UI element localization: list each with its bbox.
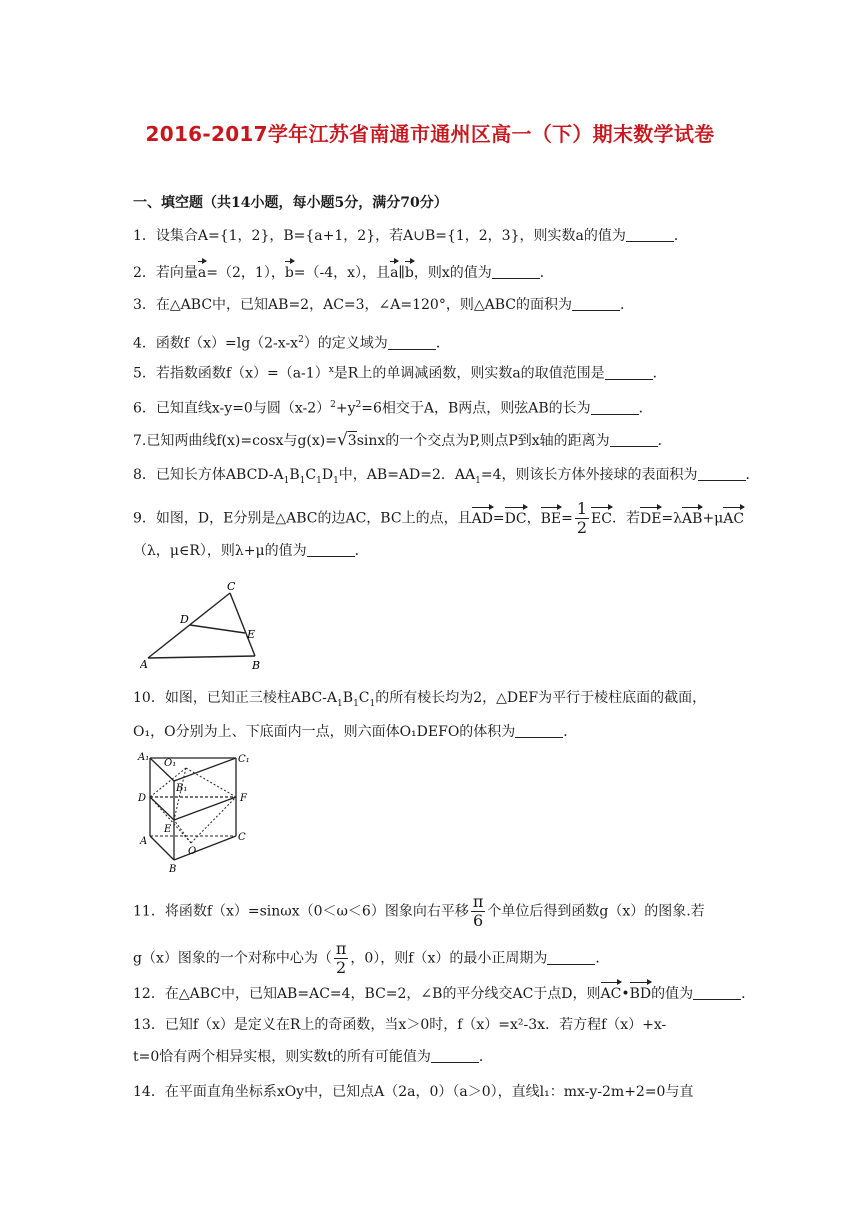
question-4: 4．函数$f(x)=\lg(2-x-x^2)$的定义域为 ． xyxy=(133,335,450,352)
label-D: D xyxy=(180,613,189,626)
vector-a: a xyxy=(198,259,206,283)
answer-blank xyxy=(591,400,639,415)
question-3: 3．在△ABC中，已知AB=2，AC=3，∠A=120°，则△ABC的面积为 ． xyxy=(133,297,634,313)
question-text: O₁，O分别为上、下底面内一点，则六面体O₁DEFO的体积为 xyxy=(133,724,516,740)
vector-EC: EC xyxy=(591,505,612,529)
answer-blank xyxy=(693,985,741,1000)
question-13 xyxy=(133,1015,733,1035)
question-text: +y xyxy=(335,400,356,417)
fraction xyxy=(334,940,349,977)
question-text: 12．在△ABC中，已知AB=AC=4，BC=2，∠B的平分线交AC于点D，则 xyxy=(133,986,601,1002)
question-text: g（x）图象的一个对称中心为（ xyxy=(133,950,332,967)
question-text: 5．若指数函数f（x）=（a-1） xyxy=(133,365,329,382)
question-text: B xyxy=(289,467,300,483)
question-text: 中，AB=AD=2．AA xyxy=(338,467,476,483)
question-text: =（-4，x），且 xyxy=(293,265,391,281)
question-5: 5．若指数函数$f(x)=(a-1)^x$是R上的单调减函数，则实数a的取值范围是 ． xyxy=(133,365,667,382)
numerator: π xyxy=(335,939,347,958)
question-text: ．若 xyxy=(611,510,640,527)
equals: = xyxy=(492,510,505,527)
question-2: 2．若向量a=（2，1），b=（-4，x），且a∥b，则x的值为 ． xyxy=(133,259,733,283)
question-text: C xyxy=(305,467,317,483)
label-A1: A₁ xyxy=(138,752,150,763)
question-text: 9．如图，D，E分别是△ABC的边AC，BC上的点，且 xyxy=(133,510,472,527)
question-11-line-2: g（x）图象的一个对称中心为（ $\frac{\pi}{2}$ ，0），则f（x）的最小正周期为 ． xyxy=(133,939,610,977)
answer-blank xyxy=(626,227,674,242)
superscript: 2 xyxy=(298,335,304,345)
question-9 xyxy=(133,499,745,537)
subscript: 1 xyxy=(369,698,376,709)
subscript: 1 xyxy=(333,475,339,486)
question-text: 8．已知长方体ABCD-A xyxy=(133,467,284,483)
label-E: E xyxy=(164,824,172,835)
label-C1: C₁ xyxy=(238,754,250,765)
question-text: 10．如图，已知正三棱柱ABC-A xyxy=(133,690,338,706)
superscript: x xyxy=(328,365,334,375)
question-text: 14．在平面直角坐标系xOy中，已知点A（2a，0）（a＞0），直线l₁：mx-y-2m+2=0与直 xyxy=(133,1084,694,1100)
question-text: ， xyxy=(526,510,541,527)
question-text: =λ xyxy=(661,510,683,527)
question-text: +μ xyxy=(702,510,724,527)
page-title: 2016-2017学年江苏省南通市通州区高一（下）期末数学试卷 xyxy=(145,122,715,146)
question-text: 11．将函数f（x）=sinωx（0＜ω＜6）图象向右平移 xyxy=(133,903,469,920)
question-text: 的值为 xyxy=(651,986,694,1002)
answer-blank xyxy=(307,542,355,557)
question-text: D xyxy=(321,467,334,483)
question-text: 3．在△ABC中，已知AB=2，AC=3，∠A=120°，则△ABC的面积为 xyxy=(133,297,572,313)
label-O: O xyxy=(188,846,197,857)
answer-blank xyxy=(605,365,653,380)
denominator: 6 xyxy=(473,911,484,930)
question-12: 12．在△ABC中，已知AB=AC=4，BC=2，∠B的平分线交AC于点D，则AC•BD的值为 ． xyxy=(133,980,733,1004)
answer-blank xyxy=(547,950,595,965)
superscript: 2 xyxy=(330,400,336,410)
numerator: 1 xyxy=(576,499,588,518)
subscript: 1 xyxy=(283,475,290,486)
question-11 xyxy=(133,893,733,930)
question-6: 6．已知直线x-y=0与圆$(x-2)^2+y^2=6$相交于A，B两点，则弦AB的长为 ． xyxy=(133,400,653,417)
vector-DC: DC xyxy=(505,505,527,529)
question-8: 8．已知长方体ABCD-$A_1B_1C_1D_1$中，AB=AD=2．$AA_1=4$，则该长方体外接球的表面积为 ． xyxy=(133,467,760,486)
vector-b: b xyxy=(285,259,294,283)
subscript: 1 xyxy=(353,698,359,709)
question-text: ）的定义域为 xyxy=(303,335,388,352)
question-7: 7.已知两曲线f(x)=cosx与g(x)=√3sinx的一个交点为P,则点P到x轴的距离为 ． xyxy=(133,430,672,450)
label-O1: O₁ xyxy=(164,758,177,769)
label-A: A xyxy=(140,836,148,847)
vector-AB: AB xyxy=(682,505,702,529)
question-text: 6．已知直线x-y=0与圆（x-2） xyxy=(133,400,331,417)
denominator: 2 xyxy=(576,518,588,537)
subscript: 1 xyxy=(299,475,306,486)
subscript: 1 xyxy=(475,475,481,486)
subscript: 1 xyxy=(337,698,343,709)
fraction xyxy=(575,500,589,537)
sqrt-symbol: √ xyxy=(336,430,348,450)
vector-DE: DE xyxy=(640,505,661,529)
parallel-symbol: ∥ xyxy=(398,265,405,281)
question-9-line-2: （λ，μ∈R），则λ+μ的值为 ． xyxy=(133,543,369,559)
label-B: B xyxy=(169,864,177,874)
vector-b: b xyxy=(405,259,414,283)
vector-a: a xyxy=(390,259,398,283)
question-10: 10．如图，已知正三棱柱ABC-$A_1B_1C_1$的所有棱长均为2，△DEF为平行于棱柱底面的截面， xyxy=(133,690,707,709)
label-C: C xyxy=(238,832,246,843)
label-D: D xyxy=(138,793,147,804)
label-B: B xyxy=(252,659,261,670)
question-text: 个单位后得到函数g（x）的图象.若 xyxy=(487,903,705,920)
label-B1: B₁ xyxy=(176,783,188,794)
question-text: =4，则该长方体外接球的表面积为 xyxy=(480,467,698,483)
prism-figure xyxy=(136,748,256,874)
label-A: A xyxy=(140,658,148,670)
question-text: =6相交于A，B两点，则弦AB的长为 xyxy=(361,400,591,417)
answer-blank xyxy=(431,1048,479,1063)
question-text: 2．若向量 xyxy=(133,265,198,281)
question-text: 4．函数f（x）=lg（2-x-x xyxy=(133,335,299,352)
label-E: E xyxy=(247,628,256,641)
question-text: 7.已知两曲线f(x)=cosx与g(x)= xyxy=(133,433,337,449)
fraction xyxy=(471,893,486,930)
equals: = xyxy=(561,510,573,527)
question-text: 1．设集合A={1，2}，B={a+1，2}，若A∪B={1，2，3}，则实数a的值为 xyxy=(133,228,626,244)
question-13-line-2: t=0恰有两个相异实根，则实数t的所有可能值为 ． xyxy=(133,1049,493,1065)
question-text: 的所有棱长均为2，△DEF为平行于棱柱底面的截面， xyxy=(375,690,707,706)
question-text: 是R上的单调减函数，则实数a的取值范围是 xyxy=(333,365,605,382)
question-text: =（2，1）， xyxy=(206,265,285,281)
answer-blank xyxy=(515,723,563,738)
label-C: C xyxy=(227,580,236,593)
superscript: 2 xyxy=(355,400,362,410)
answer-blank xyxy=(388,335,436,350)
vector-AC: AC xyxy=(723,505,744,529)
answer-blank xyxy=(698,466,746,481)
numerator: π xyxy=(472,892,484,911)
question-text: ，0），则f（x）的最小正周期为 xyxy=(350,950,548,967)
section-heading: 一、填空题（共14小题，每小题5分，满分70分） xyxy=(133,195,448,211)
dot-product: • xyxy=(621,986,630,1002)
label-F: F xyxy=(240,793,247,804)
denominator: 2 xyxy=(336,958,347,977)
triangle-figure xyxy=(140,578,300,670)
question-10-line-2: O₁，O分别为上、下底面内一点，则六面体O₁DEFO的体积为 ． xyxy=(133,724,578,740)
question-text: 13．已知f（x）是定义在R上的奇函数，当x＞0时，f（x）=x²-3x．若方程f（x）+x- xyxy=(133,1017,667,1033)
question-text: ，则x的值为 xyxy=(413,265,492,281)
vector-BE: BE xyxy=(541,505,562,529)
radicand: 3 xyxy=(347,433,357,449)
question-text: sinx的一个交点为P,则点P到x轴的距离为 xyxy=(356,433,610,449)
answer-blank xyxy=(492,264,540,279)
subscript: 1 xyxy=(316,475,322,486)
answer-blank xyxy=(610,432,658,447)
vector-AD: AD xyxy=(472,505,493,529)
question-text: t=0恰有两个相异实根，则实数t的所有可能值为 xyxy=(133,1049,431,1065)
answer-blank xyxy=(572,296,620,311)
question-text: （λ，μ∈R），则λ+μ的值为 xyxy=(133,543,307,559)
question-14 xyxy=(133,1082,733,1102)
question-1: 1．设集合A={1，2}，B={a+1，2}，若A∪B={1，2，3}，则实数a的值为 ． xyxy=(133,228,688,244)
vector-AC: AC xyxy=(601,980,622,1004)
vector-BD: BD xyxy=(630,980,652,1004)
